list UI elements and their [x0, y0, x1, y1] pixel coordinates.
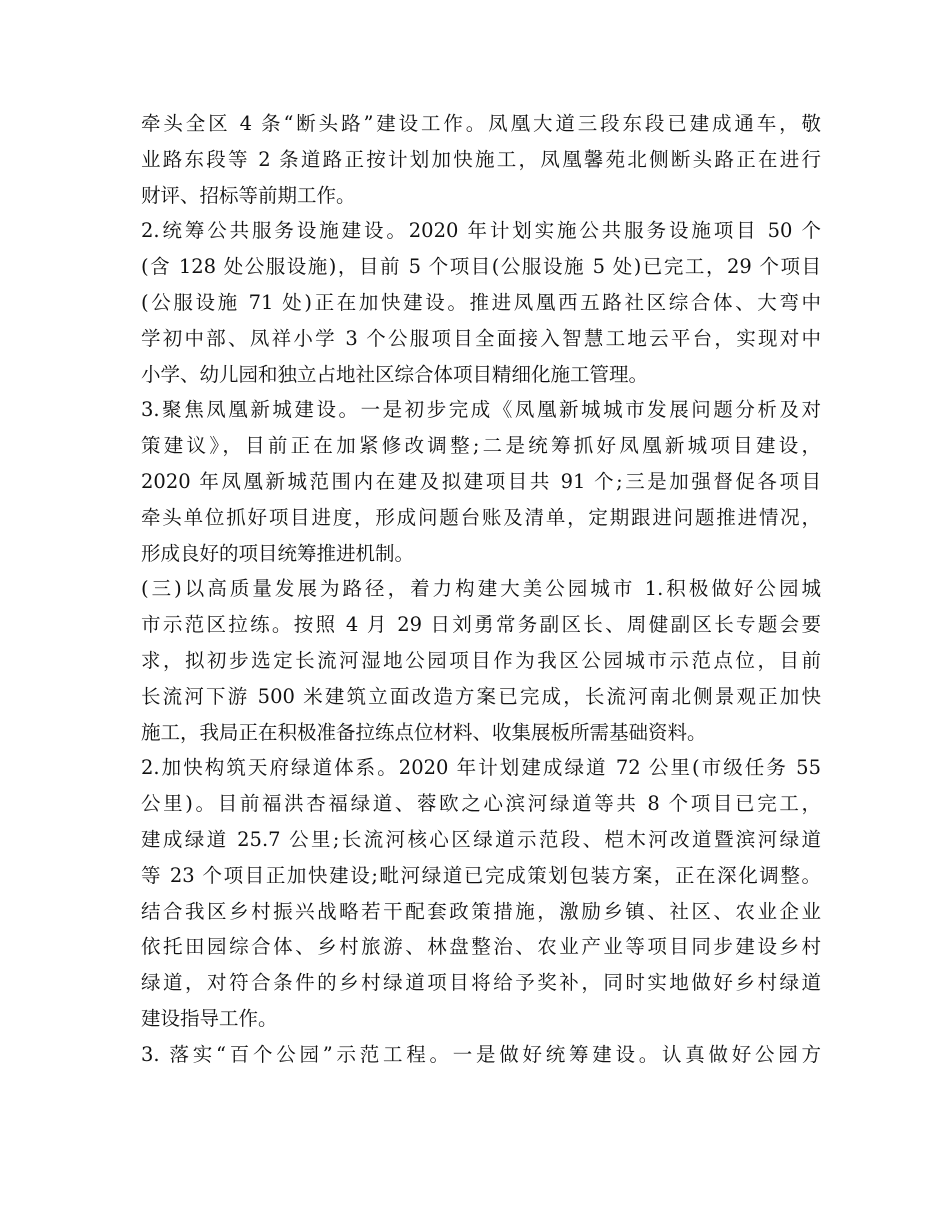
text-line: 策建议》，目前正在加紧修改调整;二是统筹抓好凤凰新城项目建设， — [141, 434, 821, 458]
text-line: 求，拟初步选定长流河湿地公园项目作为我区公园城市示范点位，目前 — [141, 648, 821, 672]
text-line: 市示范区拉练。按照 4 月 29 日刘勇常务副区长、周健副区长专题会要 — [141, 613, 821, 637]
text-line: 小学、幼儿园和独立占地社区综合体项目精细化施工管理。 — [141, 362, 649, 386]
text-line: 2.统筹公共服务设施建设。2020 年计划实施公共服务设施项目 50 个 — [141, 219, 821, 243]
text-line: 业路东段等 2 条道路正按计划加快施工，凤凰馨苑北侧断头路正在进行 — [141, 147, 821, 171]
text-line: 建设指导工作。 — [141, 1006, 278, 1030]
text-line: 牵头单位抓好项目进度，形成问题台账及清单，定期跟进问题推进情况， — [141, 505, 821, 529]
text-line: 学初中部、凤祥小学 3 个公服项目全面接入智慧工地云平台，实现对中 — [141, 326, 821, 350]
text-line: 3.聚焦凤凰新城建设。一是初步完成《凤凰新城城市发展问题分析及对 — [141, 398, 821, 422]
text-line: (公服设施 71 处)正在加快建设。推进凤凰西五路社区综合体、大弯中 — [141, 290, 821, 314]
text-line: (含 128 处公服设施)，目前 5 个项目(公服设施 5 处)已完工，29 个项目 — [141, 255, 821, 279]
text-line: 绿道，对符合条件的乡村绿道项目将给予奖补，同时实地做好乡村绿道 — [141, 971, 821, 995]
text-line: 长流河下游 500 米建筑立面改造方案已完成，长流河南北侧景观正加快 — [141, 684, 821, 708]
text-line: 形成良好的项目统筹推进机制。 — [141, 541, 415, 565]
text-line: 公里)。目前福洪杏福绿道、蓉欧之心滨河绿道等共 8 个项目已完工， — [141, 792, 821, 816]
text-line: 结合我区乡村振兴战略若干配套政策措施，激励乡镇、社区、农业企业 — [141, 899, 821, 923]
text-line: 建成绿道 25.7 公里;长流河核心区绿道示范段、桤木河改道暨滨河绿道 — [141, 827, 821, 851]
text-line: 牵头全区 4 条“断头路”建设工作。凤凰大道三段东段已建成通车，敬 — [141, 112, 821, 135]
text-line: 财评、招标等前期工作。 — [141, 183, 356, 207]
text-line: 3. 落实“百个公园”示范工程。一是做好统筹建设。认真做好公园方 — [141, 1042, 821, 1066]
text-line: 等 23 个项目正加快建设;毗河绿道已完成策划包装方案，正在深化调整。 — [141, 863, 821, 887]
text-line: 2020 年凤凰新城范围内在建及拟建项目共 91 个;三是加强督促各项目 — [141, 469, 821, 493]
text-line: 施工，我局正在积极准备拉练点位材料、收集展板所需基础资料。 — [141, 720, 707, 744]
text-line: (三)以高质量发展为路径，着力构建大美公园城市 1.积极做好公园城 — [141, 577, 821, 601]
text-line: 依托田园综合体、乡村旅游、林盘整治、农业产业等项目同步建设乡村 — [141, 935, 821, 959]
document-body — [141, 106, 821, 1073]
text-line: 2.加快构筑天府绿道体系。2020 年计划建成绿道 72 公里(市级任务 55 — [141, 756, 821, 780]
